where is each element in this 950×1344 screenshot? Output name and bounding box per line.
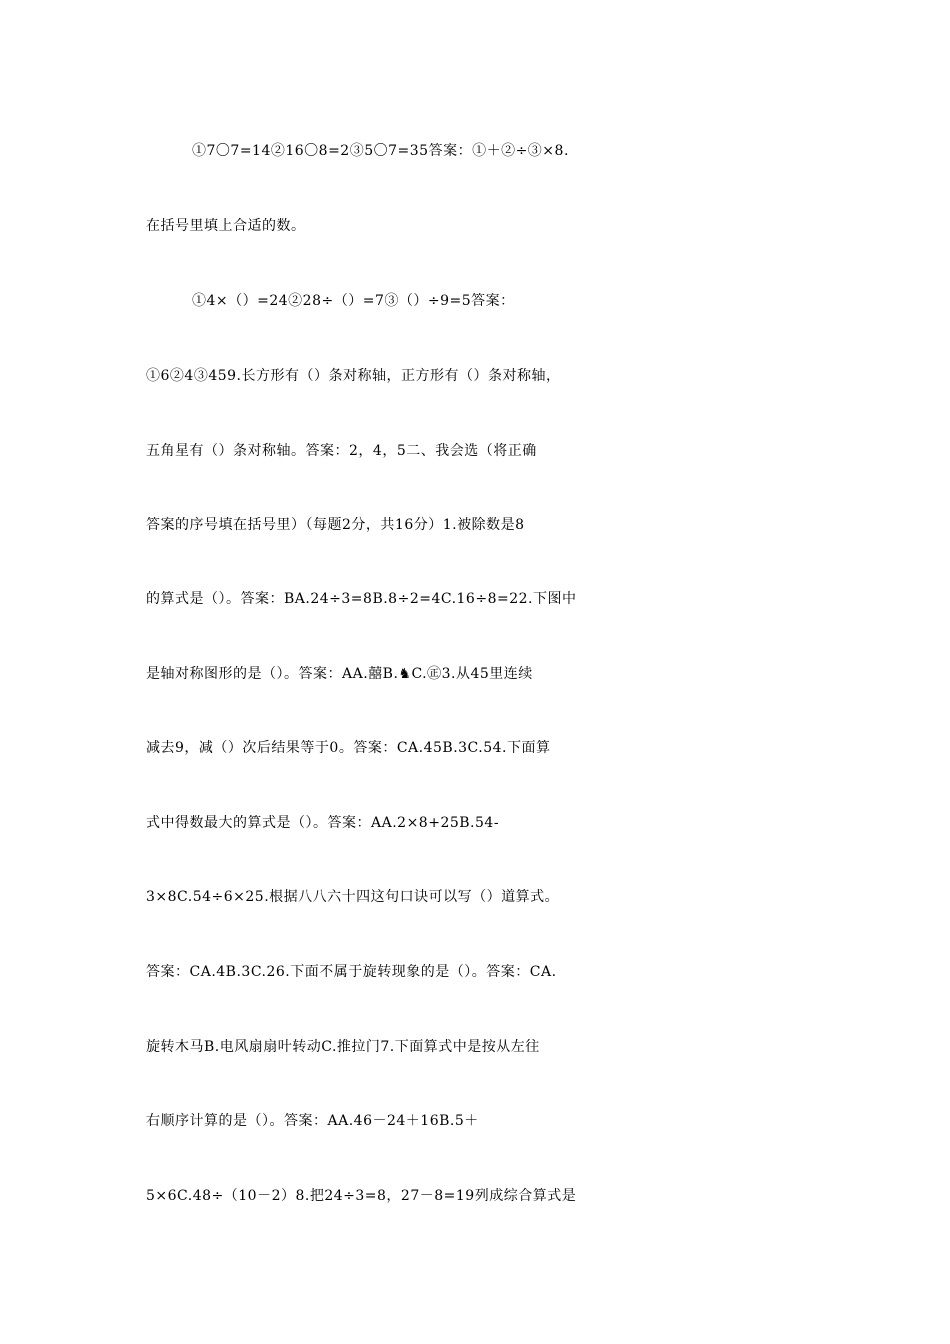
text-line-8: 是轴对称图形的是（）。答案：AA.囍B.♞C.㊣3.从45里连续	[146, 666, 533, 682]
text-line-15: 5×6C.48÷（10－2）8.把24÷3=8，27－8=19列成综合算式是	[146, 1188, 577, 1204]
text-line-3: ①4×（）=24②28÷（）=7③（）÷9=5答案：	[192, 293, 515, 309]
text-line-4: ①6②4③459.长方形有（）条对称轴，正方形有（）条对称轴，	[146, 368, 561, 384]
text-line-13: 旋转木马B.电风扇扇叶转动C.推拉门7.下面算式中是按从左往	[146, 1039, 540, 1055]
text-line-2: 在括号里填上合适的数。	[146, 218, 306, 234]
text-line-14: 右顺序计算的是（）。答案：AA.46－24＋16B.5＋	[146, 1113, 479, 1129]
text-line-10: 式中得数最大的算式是（）。答案：AA.2×8+25B.54-	[146, 815, 500, 831]
text-line-1: ①7〇7=14②16〇8=2③5〇7=35答案：①＋②÷③×8.	[192, 143, 569, 159]
text-line-11: 3×8C.54÷6×25.根据八八六十四这句口诀可以写（）道算式。	[146, 889, 560, 905]
text-line-6: 答案的序号填在括号里）（每题2分，共16分）1.被除数是8	[146, 517, 525, 533]
text-line-7: 的算式是（）。答案：BA.24÷3=8B.8÷2=4C.16÷8=22.下图中	[146, 591, 577, 607]
text-line-12: 答案：CA.4B.3C.26.下面不属于旋转现象的是（）。答案：CA.	[146, 964, 557, 980]
text-line-9: 减去9，减（）次后结果等于0。答案：CA.45B.3C.54.下面算	[146, 740, 551, 756]
text-line-5: 五角星有（）条对称轴。答案：2，4，5二、我会选（将正确	[146, 443, 537, 459]
